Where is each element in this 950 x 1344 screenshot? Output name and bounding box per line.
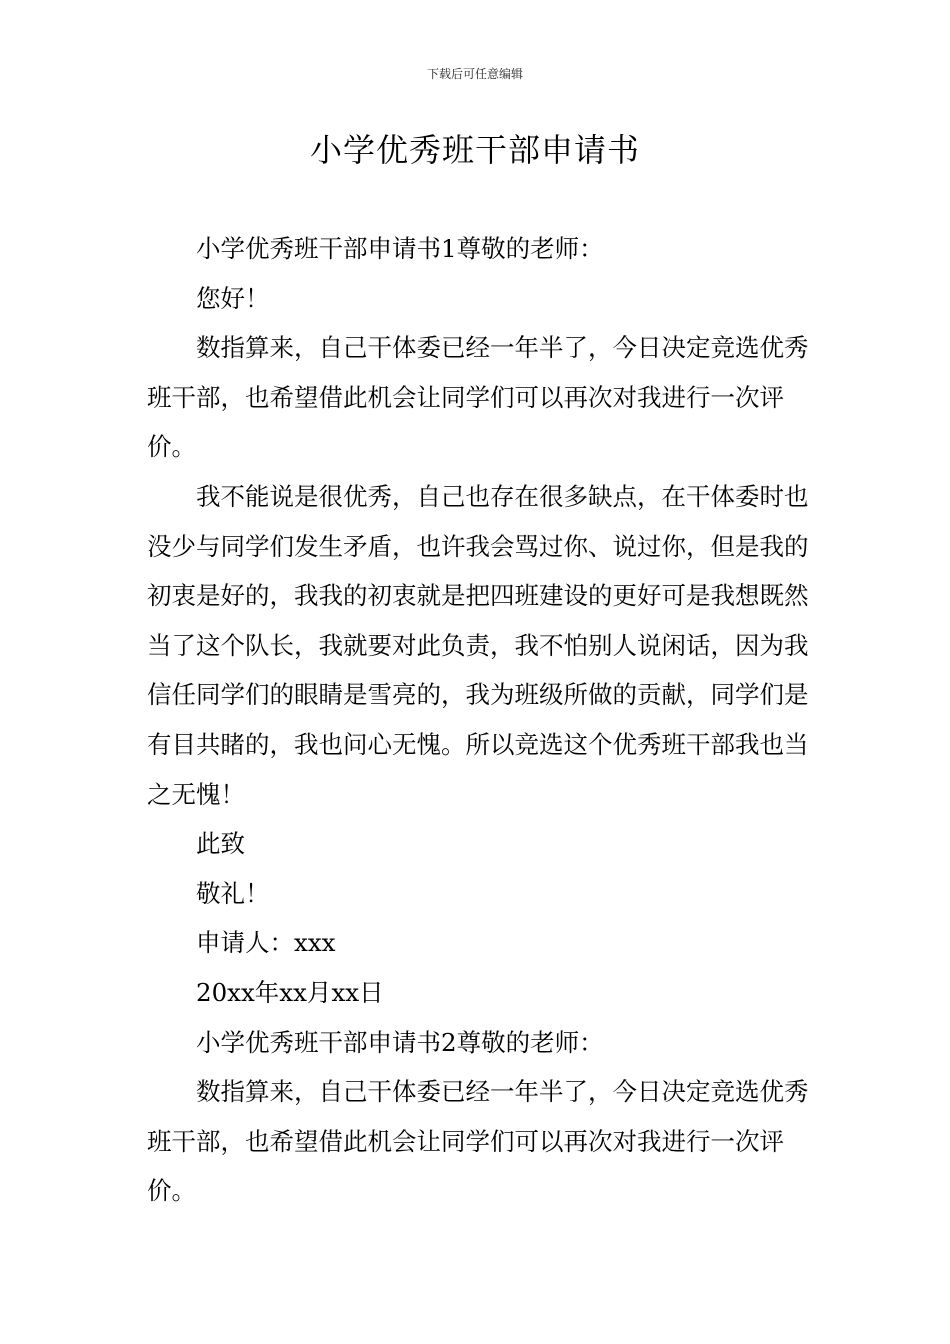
paragraph: 小学优秀班干部申请书2尊敬的老师：	[196, 1027, 604, 1057]
paragraph: 数指算来，自己干体委已经一年半了，今日决定竞选优秀班干部，也希望借此机会让同学们可以再次对我进行一次评价。	[147, 1077, 809, 1206]
page-header: 下载后可任意编辑	[426, 67, 523, 81]
document-body	[147, 224, 809, 1216]
document-title: 小学优秀班干部申请书	[309, 131, 640, 169]
paragraph: 此致	[196, 829, 245, 859]
paragraph: 数指算来，自己干体委已经一年半了，今日决定竞选优秀班干部，也希望借此机会让同学们可以再次对我进行一次评价。	[147, 333, 809, 462]
paragraph: 小学优秀班干部申请书1尊敬的老师：	[196, 234, 604, 263]
paragraph: 20xx年xx月xx日	[196, 977, 384, 1007]
paragraph: 我不能说是很优秀，自己也存在很多缺点，在干体委时也没少与同学们发生矛盾，也许我会骂过你、说过你，但是我的初衷是好的，我我的初衷就是把四班建设的更好可是我想既然当了这个队长，我就要对此负责，我不怕别人说闲话，因为我信任同学们的眼睛是雪亮的，我为班级所做的贡献，同学们是有目共睹的，我也问心无愧。所以竞选这个优秀班干部我也当之无愧！	[147, 481, 809, 809]
paragraph: 敬礼！	[196, 878, 270, 908]
paragraph: 您好！	[196, 283, 270, 313]
paragraph: 申请人：xxx	[196, 928, 336, 958]
